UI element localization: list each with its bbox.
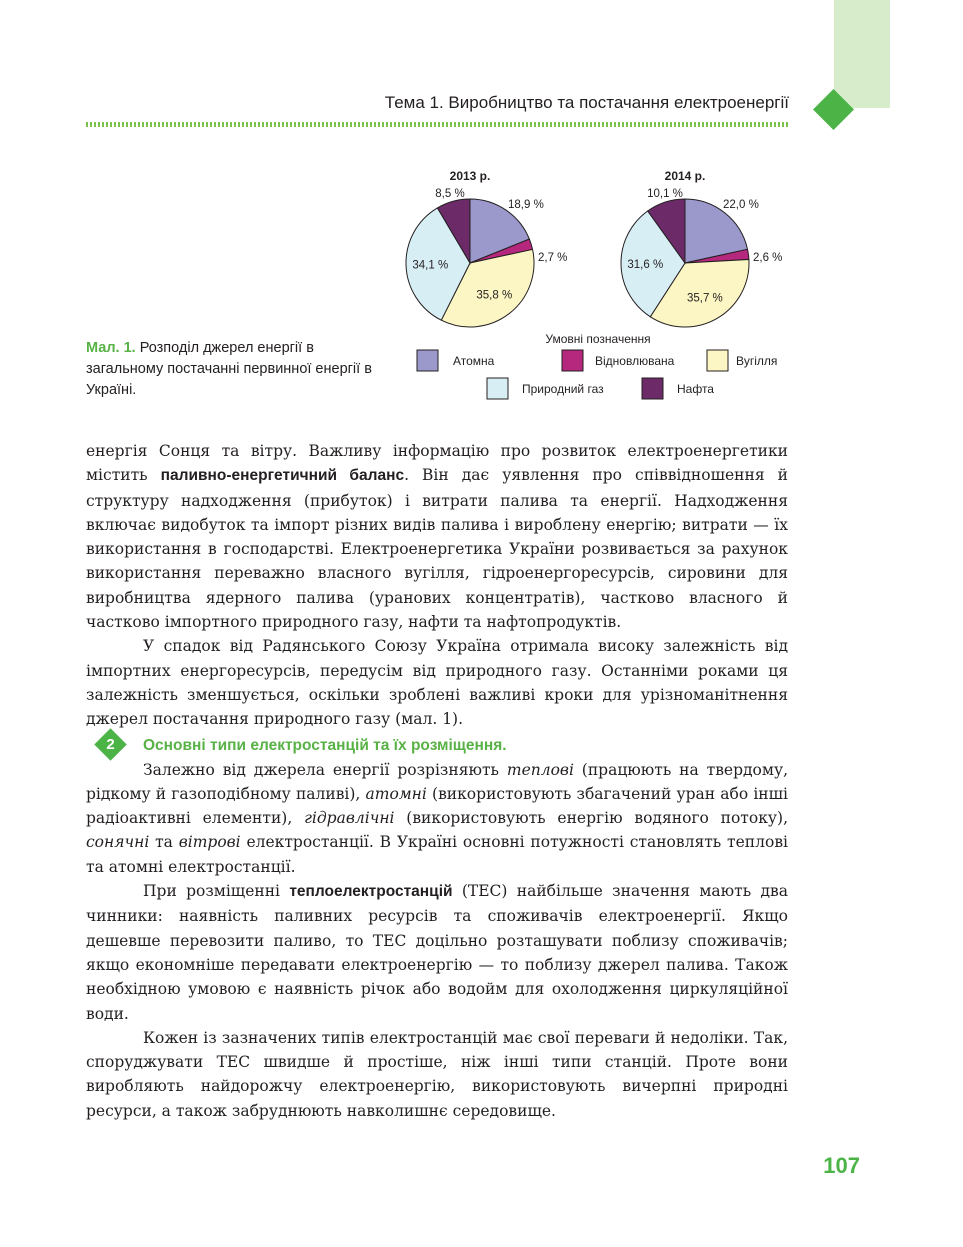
legend-label: Нафта: [677, 382, 714, 396]
slice-label: 34,1 %: [412, 259, 449, 272]
section-title: Основні типи електростанцій та їх розміщення.: [143, 736, 507, 754]
figure-caption: [86, 338, 386, 401]
paragraph: Кожен із зазначених типів електростанцій має свої переваги й недоліки. Так, споруджувати ТЕС швидше й простіше, ніж інші типи станцій. Проте вони виробляють найдорожчу електроенергію, використовують вичерпні природні ресурси, а також забруднюють навколишнє середовище.: [86, 1028, 788, 1120]
paragraph: При розміщенні теплоелектростанцій (ТЕС) найбільше значення мають два чинники: наявність паливних ресурсів та споживачів електроенергії. Якщо дешевше перевозити паливо, то ТЕС доцільно розташувати поблизу споживачів; якщо економніше передавати електроенергію — то поблизу джерел палива. Також необхідною умовою є наявність річок або водойм для охолодження циркуляційної води.: [86, 882, 788, 1023]
bold-term: теплоелектростанцій: [289, 883, 453, 901]
caption-label: Мал. 1.: [86, 340, 136, 356]
section-number: 2: [106, 735, 115, 753]
slice-label: 8,5 %: [435, 188, 465, 200]
slice-label: 31,6 %: [627, 259, 664, 271]
legend-swatch: [417, 350, 438, 371]
legend-swatch: [562, 350, 583, 371]
legend-label: Природний газ: [522, 382, 604, 396]
chart-title: 2013 р.: [449, 169, 491, 183]
main-text: [86, 439, 788, 1123]
legend-title: Умовні позначення: [545, 332, 651, 346]
legend-label: Вугілля: [736, 354, 778, 368]
chart-title: 2014 р.: [664, 169, 706, 183]
paragraph: У спадок від Радянського Союзу Україна отримала високу залежність від імпортних енергоресурсів, передусім від природного газу. Останніми роками ця залежність зменшується, оскільки зроблені важливі кроки для урізноманітнення джерел постачання природного газу (мал. 1).: [86, 637, 788, 729]
legend-label: Атомна: [453, 354, 495, 368]
legend-label: Відновлювана: [595, 354, 675, 368]
header-dotted-rule: [86, 122, 789, 127]
slice-label: 18,9 %: [508, 199, 544, 211]
slice-label: 35,8 %: [476, 289, 513, 302]
paragraph: Залежно від джерела енергії розрізняють теплові (працюють на твердому, рідкому й газоподібному паливі), атомні (використовують збагачений уран або інші радіоактивні елементи), гідравлічні (використовують енергію водяного потоку), сонячні та вітрові електростанції. В Україні основні потужності становлять теплові та атомні електростанції.: [86, 760, 789, 876]
legend-swatch: [642, 378, 663, 399]
slice-label: 2,7 %: [538, 252, 568, 264]
page-number: 107: [823, 1153, 860, 1178]
legend-swatch: [707, 350, 728, 371]
corner-tab: [834, 0, 890, 108]
slice-label: 22,0 %: [723, 199, 759, 211]
slice-label: 10,1 %: [647, 188, 683, 200]
bold-term: паливно-енергетичний баланс: [160, 467, 405, 485]
legend-swatch: [487, 378, 508, 399]
paragraph: енергія Сонця та вітру. Важливу інформацію про розвиток електроенергетики містить паливно-енергетичний баланс. Він дає уявлення про співвідношення й структуру надходження (прибуток) і витрати палива та енергії. Надходження включає видобуток та імпорт різних видів палива і вироблену енергію; витрати — їх використання в господарстві. Електроенергетика України розвивається за рахунок використання переважно власного вугілля, гідроенергоресурсів, сировини для виробництва ядерного палива (уранових концентратів), частково власного й частково імпортного природного газу, нафти та нафтопродуктів.: [86, 442, 788, 632]
caption-text: Розподіл джерел енергії в загальному постачанні первинної енергії в Україні.: [86, 340, 372, 398]
running-header: Тема 1. Виробництво та постачання електроенергії: [384, 93, 789, 112]
slice-label: 2,6 %: [753, 252, 783, 264]
slice-label: 35,7 %: [686, 292, 723, 305]
pie-charts-figure: [380, 160, 800, 410]
section-heading: [86, 734, 788, 758]
